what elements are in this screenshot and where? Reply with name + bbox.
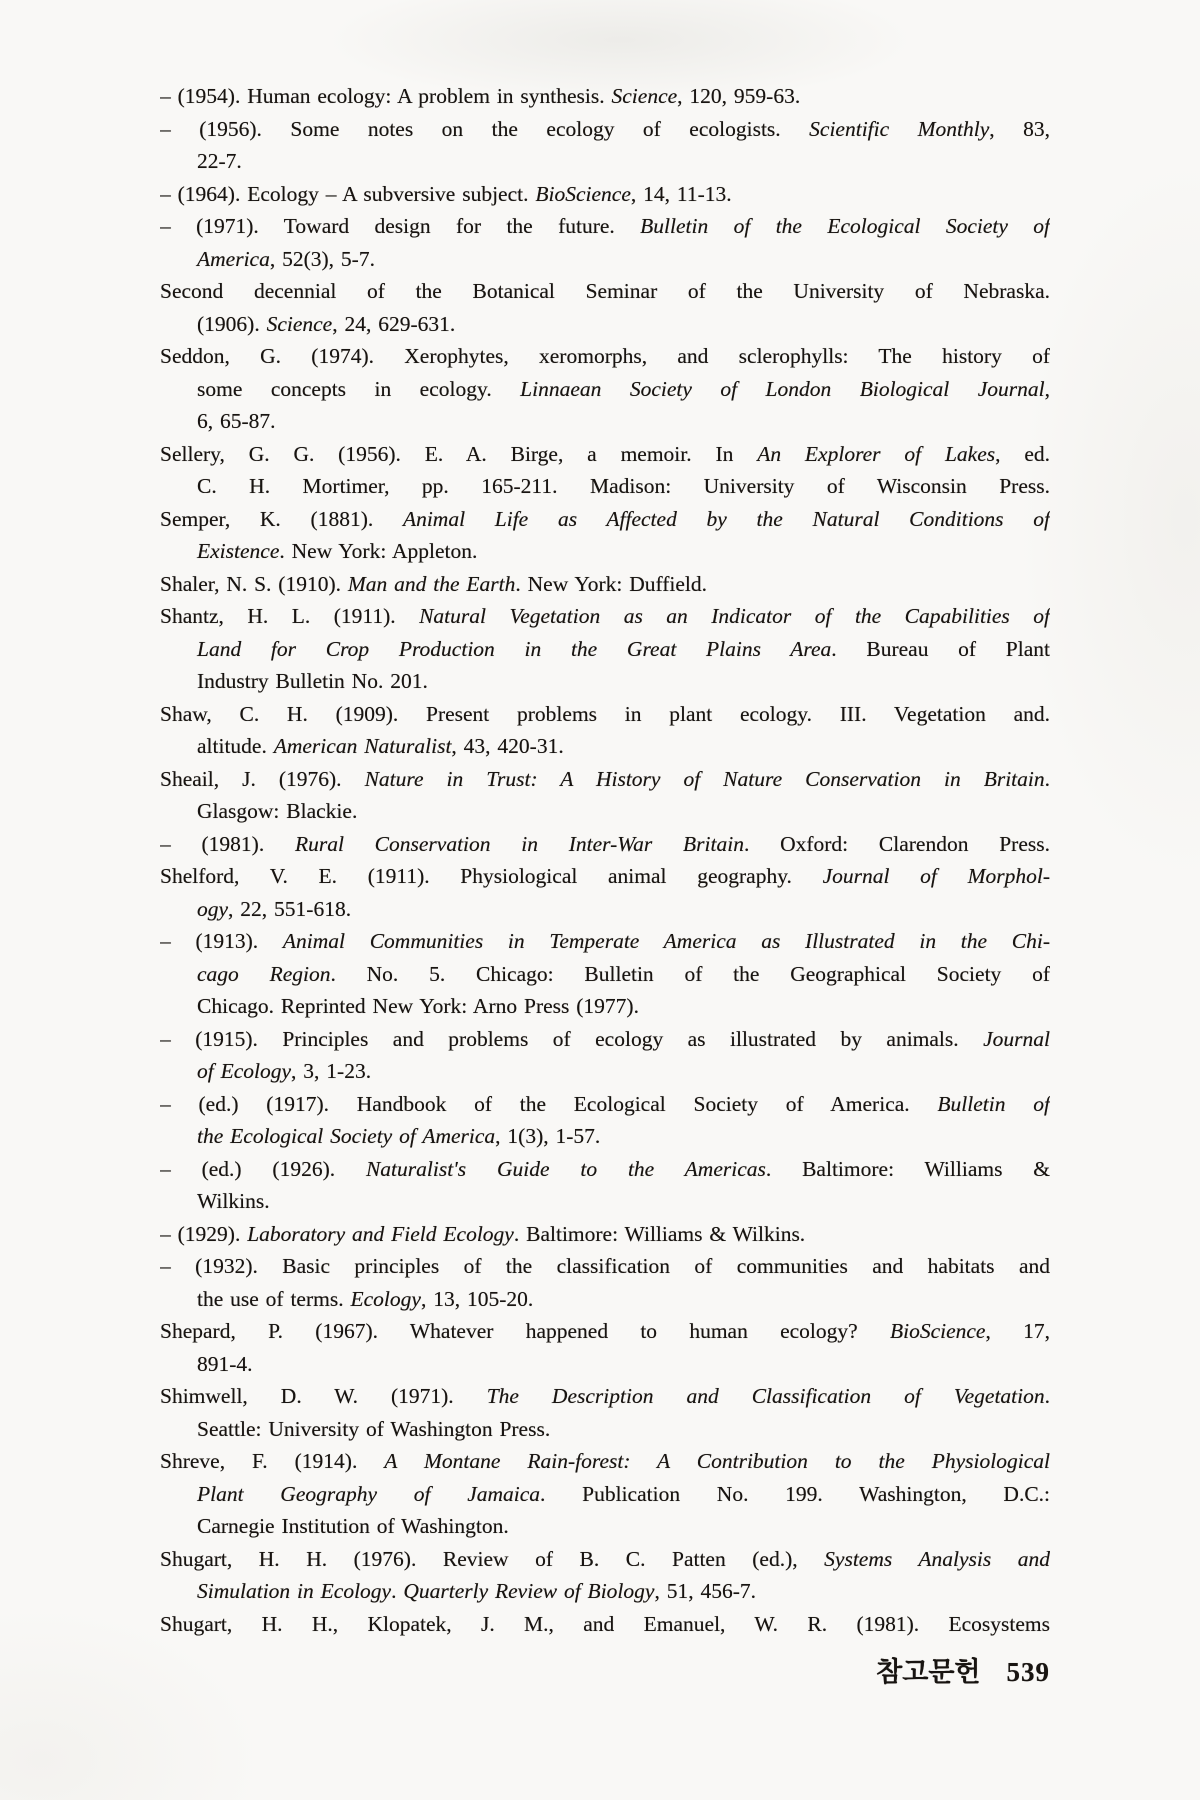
italic-title-text: of Ecology	[197, 1059, 292, 1083]
bibliography-line	[160, 405, 1050, 438]
reference-text: – (1932). Basic principles of the classification of communities and habitats and	[160, 1254, 1050, 1278]
italic-title-text: Scientific Monthly	[809, 116, 990, 141]
bibliography-line	[160, 308, 1050, 341]
italic-title-text: Simulation in Ecology	[197, 1579, 392, 1603]
bibliography-line	[160, 1543, 1050, 1576]
reference-text: . New York: Appleton.	[279, 539, 478, 563]
reference-text: – (1954). Human ecology: A problem in synthesis.	[160, 84, 612, 108]
bibliography-line	[160, 113, 1050, 146]
page-footer	[160, 1656, 1050, 1688]
reference-text: , 52(3), 5-7.	[269, 246, 375, 271]
italic-title-text: Science	[266, 311, 333, 336]
reference-text: C. H. Mortimer, pp. 165-211. Madison: University of Wisconsin Press.	[197, 474, 1050, 498]
reference-text: , 17,	[985, 1319, 1050, 1343]
bibliography-entry	[160, 1445, 1050, 1543]
bibliography-line	[160, 925, 1050, 958]
reference-text: . Baltimore: Williams &	[765, 1156, 1050, 1181]
italic-title-text: American Naturalist	[273, 734, 452, 758]
bibliography-entry	[160, 1218, 1050, 1251]
bibliography-line	[160, 145, 1050, 178]
reference-text: 22-7.	[197, 149, 242, 173]
bibliography-line	[160, 1283, 1050, 1316]
italic-title-text: Systems Analysis and	[824, 1546, 1050, 1571]
bibliography-line	[160, 1380, 1050, 1413]
reference-text: 6, 65-87.	[197, 409, 276, 433]
reference-text: . No. 5. Chicago: Bulletin of the Geographical Society of	[330, 961, 1050, 986]
bibliography-line	[160, 210, 1050, 243]
bibliography-entry	[160, 275, 1050, 340]
reference-text: , 3, 1-23.	[291, 1059, 372, 1083]
reference-text: .	[391, 1579, 404, 1603]
reference-text: Shaler, N. S. (1910).	[160, 571, 348, 596]
reference-text: , 51, 456-7.	[654, 1579, 756, 1603]
italic-title-text: Journal of Morphol-	[822, 864, 1050, 888]
bibliography-line	[160, 1120, 1050, 1153]
bibliography-line	[160, 1413, 1050, 1446]
bibliography-line	[160, 373, 1050, 406]
bibliography-entry	[160, 340, 1050, 438]
bibliography-line	[160, 1185, 1050, 1218]
bibliography-line	[160, 503, 1050, 536]
bibliography-entry	[160, 503, 1050, 568]
reference-text: – (1929).	[160, 1221, 248, 1246]
reference-text: – (1956). Some notes on the ecology of ecologists.	[160, 116, 810, 141]
bibliography-entry	[160, 600, 1050, 698]
bibliography-line	[160, 860, 1050, 893]
italic-title-text: BioScience	[535, 181, 631, 206]
bibliography-line	[160, 1088, 1050, 1121]
bibliography-entry	[160, 1153, 1050, 1218]
reference-text: . Oxford: Clarendon Press.	[743, 831, 1050, 856]
reference-text: Shugart, H. H. (1976). Review of B. C. Patten (ed.),	[160, 1546, 825, 1571]
bibliography-entry	[160, 828, 1050, 861]
reference-text: Shaw, C. H. (1909). Present problems in plant ecology. III. Vegetation and.	[160, 701, 1050, 726]
bibliography-line	[160, 1445, 1050, 1478]
bibliography-line	[160, 1608, 1050, 1641]
bibliography-line	[160, 1250, 1050, 1283]
bibliography-line	[160, 535, 1050, 568]
reference-text: Shreve, F. (1914).	[160, 1449, 385, 1473]
bibliography-line	[160, 698, 1050, 731]
italic-title-text: Natural Vegetation as an Indicator of the Capabilities of	[419, 604, 1050, 628]
reference-text: . New York: Duffield.	[515, 571, 708, 596]
bibliography-entry	[160, 1380, 1050, 1445]
reference-text: Sheail, J. (1976).	[160, 766, 365, 791]
reference-text: , 1(3), 1-57.	[495, 1124, 601, 1148]
reference-text: Wilkins.	[197, 1189, 270, 1213]
italic-title-text: Quarterly Review of Biology	[403, 1579, 655, 1603]
bibliography-line	[160, 470, 1050, 503]
reference-text: . Baltimore: Williams & Wilkins.	[513, 1221, 806, 1246]
bibliography-entry	[160, 1315, 1050, 1380]
italic-title-text: The Description and Classification of Vegetation	[486, 1384, 1045, 1408]
bibliography-line	[160, 1348, 1050, 1381]
italic-title-text: Animal Communities in Temperate America as Illustrated in the Chi-	[282, 929, 1050, 953]
reference-text: – (ed.) (1926).	[160, 1156, 366, 1181]
italic-title-text: Existence	[197, 539, 280, 563]
italic-title-text: Nature in Trust: A History of Nature Conservation in Britain	[364, 766, 1045, 791]
bibliography-line	[160, 1153, 1050, 1186]
bibliography-entry	[160, 1088, 1050, 1153]
bibliography-line	[160, 828, 1050, 861]
bibliography-entry	[160, 1023, 1050, 1088]
reference-text: Second decennial of the Botanical Seminar of the University of Nebraska.	[160, 279, 1050, 303]
italic-title-text: Plant Geography of Jamaica	[197, 1481, 541, 1506]
italic-title-text: An Explorer of Lakes	[757, 441, 996, 466]
reference-text: Seddon, G. (1974). Xerophytes, xeromorphs, and sclerophylls: The history of	[160, 344, 1050, 368]
reference-text: , ed.	[995, 441, 1050, 466]
bibliography-line	[160, 1218, 1050, 1251]
bibliography-line	[160, 1575, 1050, 1608]
reference-text: , 14, 11-13.	[630, 181, 732, 206]
reference-text: – (1915). Principles and problems of ecology as illustrated by animals.	[160, 1026, 984, 1051]
bibliography-line	[160, 1510, 1050, 1543]
reference-text: ,	[1044, 376, 1050, 401]
reference-text: Industry Bulletin No. 201.	[197, 669, 428, 693]
italic-title-text: America	[197, 246, 270, 271]
reference-text: – (ed.) (1917). Handbook of the Ecological Society of America.	[160, 1091, 938, 1116]
reference-text: , 13, 105-20.	[420, 1286, 534, 1311]
italic-title-text: ogy	[197, 896, 229, 921]
bibliography-entry	[160, 763, 1050, 828]
reference-text: the use of terms.	[197, 1286, 351, 1311]
reference-text: – (1964). Ecology – A subversive subject.	[160, 181, 536, 206]
bibliography-line	[160, 243, 1050, 276]
bibliography-entry	[160, 438, 1050, 503]
bibliography-line	[160, 990, 1050, 1023]
reference-text: , 120, 959-63.	[677, 84, 801, 108]
bibliography-line	[160, 600, 1050, 633]
italic-title-text: A Montane Rain-forest: A Contribution to the Physiological	[384, 1449, 1050, 1473]
reference-text: Carnegie Institution of Washington.	[197, 1514, 509, 1538]
bibliography-entry	[160, 210, 1050, 275]
reference-text: 891-4.	[197, 1351, 253, 1376]
reference-text: Shantz, H. L. (1911).	[160, 604, 420, 628]
reference-text: – (1981).	[160, 831, 295, 856]
bibliography-line	[160, 1055, 1050, 1088]
reference-text: Shugart, H. H., Klopatek, J. M., and Emanuel, W. R. (1981). Ecosystems	[160, 1611, 1050, 1636]
reference-text: , 22, 551-618.	[228, 896, 352, 921]
bibliography-entry	[160, 178, 1050, 211]
reference-text: , 83,	[989, 116, 1050, 141]
bibliography-line	[160, 893, 1050, 926]
reference-text: .	[1044, 766, 1050, 791]
bibliography-entry	[160, 860, 1050, 925]
bibliography-line	[160, 438, 1050, 471]
bibliography-line	[160, 730, 1050, 763]
italic-title-text: the Ecological Society of America	[197, 1124, 496, 1148]
bibliography-line	[160, 275, 1050, 308]
reference-text: Semper, K. (1881).	[160, 506, 403, 531]
bibliography-line	[160, 958, 1050, 991]
italic-title-text: Bulletin of	[937, 1091, 1050, 1116]
reference-text: . Publication No. 199. Washington, D.C.:	[540, 1481, 1050, 1506]
italic-title-text: Man and the Earth	[347, 571, 516, 596]
page-number: 539	[1006, 1657, 1050, 1687]
bibliography-entry	[160, 1543, 1050, 1608]
italic-title-text: Journal	[983, 1026, 1050, 1051]
bibliography-line	[160, 1023, 1050, 1056]
reference-text: Glasgow: Blackie.	[197, 799, 358, 823]
reference-text: . Bureau of Plant	[831, 636, 1050, 661]
italic-title-text: cago Region	[197, 961, 331, 986]
bibliography-entry	[160, 925, 1050, 1023]
reference-text: altitude.	[197, 734, 274, 758]
reference-text: Seattle: University of Washington Press.	[197, 1416, 551, 1441]
bibliography-line	[160, 795, 1050, 828]
bibliography-entry	[160, 1250, 1050, 1315]
italic-title-text: Rural Conservation in Inter-War Britain	[294, 831, 744, 856]
bibliography-entry	[160, 568, 1050, 601]
footer-section-title: 참고문헌	[876, 1657, 981, 1687]
italic-title-text: Science	[611, 84, 678, 108]
reference-text: Shelford, V. E. (1911). Physiological animal geography.	[160, 864, 823, 888]
bibliography-entry	[160, 80, 1050, 113]
reference-text: some concepts in ecology.	[197, 376, 521, 401]
reference-text: Shepard, P. (1967). Whatever happened to human ecology?	[160, 1319, 890, 1343]
italic-title-text: Linnaean Society of London Biological Journal	[520, 376, 1045, 401]
reference-text: – (1971). Toward design for the future.	[160, 214, 641, 238]
reference-text: Chicago. Reprinted New York: Arno Press (1977).	[197, 994, 639, 1018]
reference-text: , 43, 420-31.	[451, 734, 564, 758]
italic-title-text: Land for Crop Production in the Great Plains Area	[197, 636, 832, 661]
bibliography	[160, 80, 1050, 1640]
bibliography-line	[160, 80, 1050, 113]
reference-text: , 24, 629-631.	[332, 311, 456, 336]
italic-title-text: BioScience	[889, 1319, 986, 1343]
bibliography-line	[160, 1315, 1050, 1348]
bibliography-line	[160, 568, 1050, 601]
italic-title-text: Naturalist's Guide to the Americas	[365, 1156, 766, 1181]
bibliography-line	[160, 178, 1050, 211]
italic-title-text: Ecology	[350, 1286, 421, 1311]
bibliography-line	[160, 633, 1050, 666]
reference-text: Sellery, G. G. (1956). E. A. Birge, a memoir. In	[160, 441, 758, 466]
italic-title-text: Laboratory and Field Ecology	[247, 1221, 514, 1246]
bibliography-line	[160, 1478, 1050, 1511]
italic-title-text: Animal Life as Affected by the Natural Conditions of	[402, 506, 1050, 531]
bibliography-line	[160, 340, 1050, 373]
bibliography-entry	[160, 1608, 1050, 1641]
bibliography-entry	[160, 113, 1050, 178]
italic-title-text: Bulletin of the Ecological Society of	[640, 214, 1050, 238]
reference-text: .	[1044, 1384, 1050, 1408]
reference-text: Shimwell, D. W. (1971).	[160, 1384, 487, 1408]
reference-text: (1906).	[197, 311, 267, 336]
bibliography-line	[160, 763, 1050, 796]
reference-text: – (1913).	[160, 929, 283, 953]
bibliography-entry	[160, 698, 1050, 763]
bibliography-line	[160, 665, 1050, 698]
